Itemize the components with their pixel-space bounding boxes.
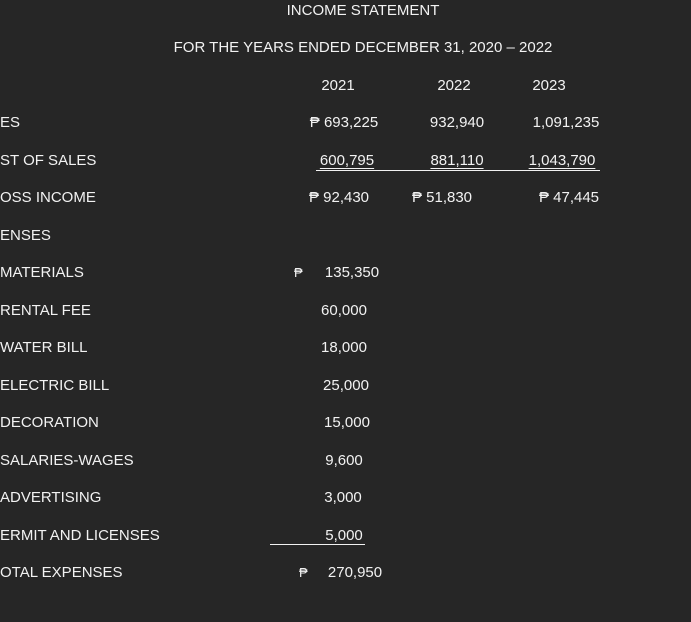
total-expenses-amount: 270,950 <box>327 564 383 581</box>
expenses-total-underline <box>270 544 365 545</box>
expense-amount-permit-licenses: 5,000 <box>325 527 363 544</box>
expense-label-water-bill: WATER BILL <box>0 339 88 356</box>
expense-amount-electric-bill: 25,000 <box>323 377 369 394</box>
sales-2022: 932,940 <box>429 114 485 131</box>
expense-label-rental-fee: RENTAL FEE <box>0 302 91 319</box>
expense-amount-decoration: 15,000 <box>324 414 370 431</box>
peso-sign: ₱ <box>294 265 303 280</box>
expense-label-decoration: DECORATION <box>0 414 99 431</box>
year-2023-header: 2023 <box>532 77 566 94</box>
year-2022-header: 2022 <box>437 77 471 94</box>
expense-label-advertising: ADVERTISING <box>0 489 102 506</box>
sales-label: ES <box>0 114 21 131</box>
gross-income-2021: ₱ 92,430 <box>308 189 370 206</box>
expense-amount-salaries-wages: 9,600 <box>325 452 363 469</box>
cost-of-sales-2022: 881,110 <box>430 152 484 169</box>
total-peso-sign: ₱ <box>299 565 308 580</box>
sales-2023: 1,091,235 <box>532 114 600 131</box>
expense-label-salaries-wages: SALARIES-WAGES <box>0 452 134 469</box>
cost-of-sales-2023: 1,043,790 <box>528 152 596 169</box>
statement-subtitle: FOR THE YEARS ENDED DECEMBER 31, 2020 – 2022 <box>173 39 553 56</box>
expense-label-materials: MATERIALS <box>0 264 84 281</box>
cost-of-sales-label: ST OF SALES <box>0 152 97 169</box>
expense-amount-water-bill: 18,000 <box>321 339 367 356</box>
expense-label-permit-licenses: ERMIT AND LICENSES <box>0 527 160 544</box>
total-expenses-label: OTAL EXPENSES <box>0 564 123 581</box>
expenses-header: ENSES <box>0 227 51 244</box>
expense-label-electric-bill: ELECTRIC BILL <box>0 377 110 394</box>
cost-of-sales-underline <box>316 170 600 171</box>
expense-amount-advertising: 3,000 <box>324 489 362 506</box>
sales-2021: ₱ 693,225 <box>309 114 379 131</box>
year-2021-header: 2021 <box>321 77 355 94</box>
statement-title: INCOME STATEMENT <box>286 2 440 19</box>
cost-of-sales-2021: 600,795 <box>319 152 375 169</box>
gross-income-label: OSS INCOME <box>0 189 96 206</box>
gross-income-2022: ₱ 51,830 <box>411 189 473 206</box>
expense-amount-rental-fee: 60,000 <box>321 302 367 319</box>
gross-income-2023: ₱ 47,445 <box>538 189 600 206</box>
expense-amount-materials: 135,350 <box>324 264 380 281</box>
